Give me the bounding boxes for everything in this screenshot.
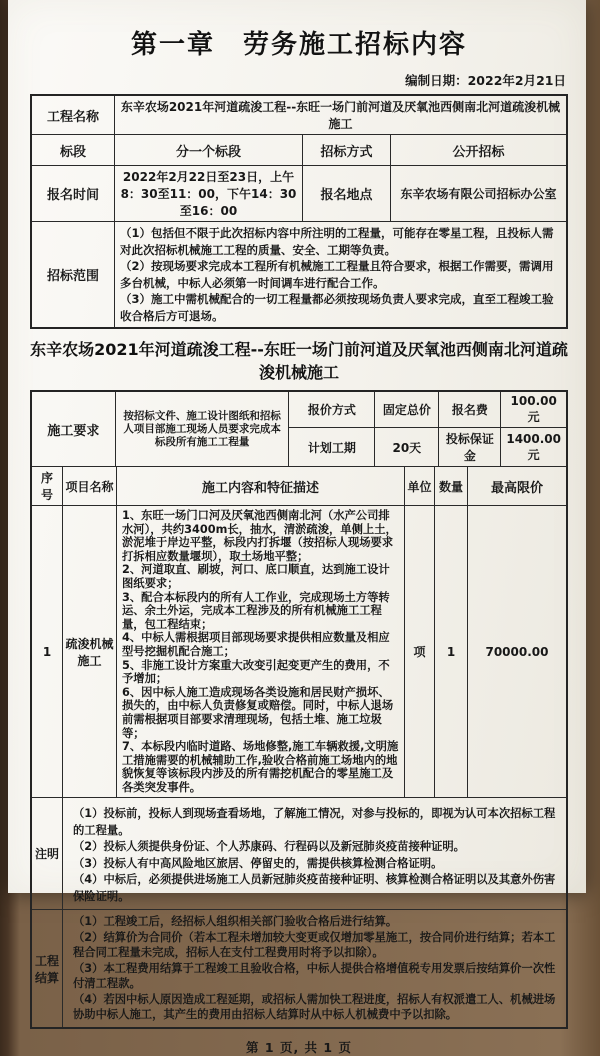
bid-table xyxy=(30,390,568,1029)
text-line: 1、东旺一场门口河及厌氧池西侧南北河（水产公司排水河），共约3400m长，抽水，清淤疏浚，单侧上土，淤泥堆于岸边平整，标段内打拆堰（按招标人现场要求打拆相应数量堰坝），取土场地平整； xyxy=(122,509,397,563)
section-label: 标段 xyxy=(59,144,86,160)
text-line: （1）包括但不限于此次招标内容中所注明的工程量，可能存在零星工程，且投标人需对此次招标机械施工工程的质量、安全、工期等负责。 xyxy=(120,226,554,257)
item-max-price: 70000.00 xyxy=(467,506,566,797)
table-row xyxy=(32,165,566,221)
notes-content xyxy=(62,798,566,909)
text-line: （2）按现场要求完成本工程所有机械施工工程量且符合要求，根据工作需要，需调用多台机械，中标人必须第一时间调车进行配合工作。 xyxy=(120,259,554,290)
item-description xyxy=(116,506,404,797)
col-header-price: 最高限价 xyxy=(467,467,566,505)
plan-period-value: 20天 xyxy=(374,428,438,466)
signup-time-label: 报名时间 xyxy=(46,188,99,203)
deposit-label: 投标保证金 xyxy=(438,428,500,466)
page-title: 第一章 劳务施工招标内容 xyxy=(130,30,467,60)
table-row xyxy=(288,392,566,427)
text-line: 2、河道取直、刷坡，河口、底口顺直，达到施工设计图纸要求； xyxy=(122,563,390,590)
page-number: 第 1 页, 共 1 页 xyxy=(246,1039,352,1055)
requirement-label: 施工要求 xyxy=(47,423,100,439)
text-line: 7、本标段内临时道路、场地修整,施工车辆救援,文明施工措施需要的机械辅助工作,验收合格前施工场地内的地貌恢复等该标段内涉及的所有需挖机配合的零星施工及各类突发事件。 xyxy=(122,740,399,794)
text-line: （1）投标前，投标人到现场查看场地，了解施工情况，对参与投标的，即视为认可本次招标工程的工程量。 xyxy=(73,807,556,837)
signup-time-value: 2022年2月22日至23日，上午8：30至11：00，下午14：30至16：00 xyxy=(114,166,302,221)
requirement-value: 按招标文件、施工设计图纸和招标人项目部施工现场人员要求完成本标段所有施工工程量 xyxy=(115,392,288,466)
text-line: 6、因中标人施工造成现场各类设施和居民财产损坏、损失的，由中标人负责修复或赔偿。同时，中标人退场前需根据项目部要求清理现场，包括土堆、施工垃圾等； xyxy=(122,685,394,740)
project-heading: 东辛农场2021年河道疏浚工程--东旺一场门前河道及厌氧池西侧南北河道疏浚机械施工 xyxy=(30,340,568,382)
text-line: （2）结算价为合同价（若本工程未增加较大变更或仅增加零星施工，按合同价进行结算；若本工程合同工程量未完成，招标人在支付工程费用时将予以扣除）。 xyxy=(73,930,556,960)
scope-label: 招标范围 xyxy=(46,269,99,284)
table-row xyxy=(288,427,566,466)
column-header-row xyxy=(32,466,566,505)
text-line: （3）本工程费用结算于工程竣工且验收合格，中标人提供合格增值税专用发票后按结算价一次性付清工程款。 xyxy=(73,961,556,991)
bid-method-value: 公开招标 xyxy=(390,135,566,165)
item-unit: 项 xyxy=(404,506,434,797)
col-header-qty: 数量 xyxy=(434,467,467,505)
deposit-value: 1400.00元 xyxy=(500,428,566,466)
quote-method-label: 报价方式 xyxy=(288,392,374,427)
item-name: 疏浚机械施工 xyxy=(62,506,116,797)
text-line: （4）若因中标人原因造成工程延期，或招标人需加快工程进度，招标人有权派遣工人、机械进场协助中标人施工，其产生的费用由招标人结算时从中标人机械费中予以扣除。 xyxy=(73,992,556,1022)
col-header-unit: 单位 xyxy=(404,467,434,505)
signup-place-value: 东辛农场有限公司招标办公室 xyxy=(390,166,566,221)
text-line: 5、非施工设计方案重大改变引起变更产生的费用，不予增加； xyxy=(122,658,390,686)
table-row xyxy=(32,96,566,134)
text-line: （1）工程竣工后，经招标人组织相关部门验收合格后进行结算。 xyxy=(73,915,398,929)
text-line: （3）施工中需机械配合的一切工程量都必须按现场负责人要求完成，直至工程竣工验收合格后方可退场。 xyxy=(120,292,554,323)
project-name-value: 东辛农场2021年河道疏浚工程--东旺一场门前河道及厌氧池西侧南北河道疏浚机械施工 xyxy=(114,96,566,134)
quote-method-value: 固定总价 xyxy=(374,392,438,427)
signup-fee-label: 报名费 xyxy=(438,392,500,427)
table-row xyxy=(32,134,566,165)
text-line: 3、配合本标段内的所有人工作业，完成现场土方等转运、余土外运，完成本工程涉及的所有机械施工工程量，包工程结束； xyxy=(122,590,390,631)
settlement-row xyxy=(32,909,566,1027)
text-line: （2）投标人须提供身份证、个人苏康码、行程码以及新冠肺炎疫苗接种证明。 xyxy=(73,840,465,854)
signup-place-label: 报名地点 xyxy=(302,166,390,221)
plan-period-label: 计划工期 xyxy=(288,428,374,466)
notes-row xyxy=(32,797,566,909)
col-header-desc: 施工内容和特征描述 xyxy=(116,467,404,505)
item-row xyxy=(32,505,566,797)
settlement-label: 工程结算 xyxy=(34,953,59,985)
info-table xyxy=(30,94,568,329)
project-name-label: 工程名称 xyxy=(46,109,99,125)
table-row xyxy=(32,221,566,327)
settlement-content xyxy=(62,910,566,1027)
col-header-no: 序号 xyxy=(40,471,53,502)
document-page xyxy=(8,0,586,1055)
item-quantity: 1 xyxy=(434,506,467,797)
text-line: 4、中标人需根据项目部现场要求提供相应数量及相应型号挖掘机配合施工； xyxy=(122,631,390,658)
bid-method-label: 招标方式 xyxy=(302,135,390,165)
item-no: 1 xyxy=(42,644,52,659)
price-header-block xyxy=(288,392,566,466)
text-line: （4）中标后，必须提供进场施工人员新冠肺炎疫苗接种证明、核算检测合格证明以及其意外伤害保险证明。 xyxy=(73,873,556,903)
requirement-row xyxy=(32,392,566,466)
compile-date: 编制日期：2022年2月21日 xyxy=(405,73,566,88)
section-value: 分一个标段 xyxy=(114,135,302,165)
notes-label: 注明 xyxy=(34,847,59,862)
scope-content xyxy=(114,222,566,327)
text-line: （3）投标人有中高风险地区旅居、停留史的，需提供核算检测合格证明。 xyxy=(73,856,443,870)
col-header-name: 项目名称 xyxy=(62,467,116,505)
signup-fee-value: 100.00元 xyxy=(500,392,566,427)
